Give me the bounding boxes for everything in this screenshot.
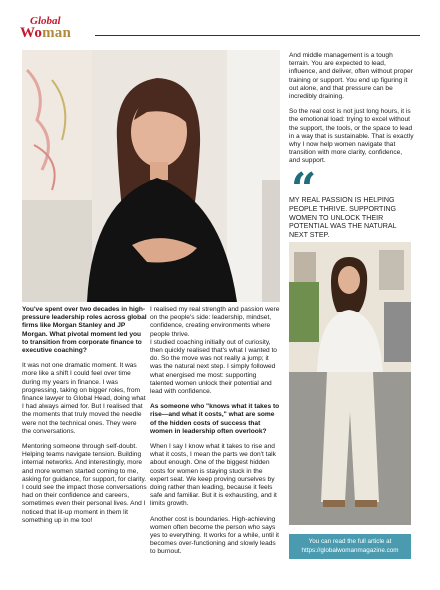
page-header: [20, 14, 420, 44]
body-paragraph: So the real cost is not just long hours, it is the emotional load: trying to excel without the support, the tools, or the space to lead in a way that is sustainable. That is exactly why I now help women navigate that transition with more clarity, confidence, and support.: [289, 108, 414, 165]
pull-quote: MY REAL PASSION IS HELPING PEOPLE THRIVE. SUPPORTING WOMEN TO UNLOCK THEIR POTENTIAL WAS THE NATURAL NEXT STEP.: [289, 196, 397, 240]
body-paragraph: I realised my real strength and passion were on the people's side: leadership, mindset, confidence, creating environments where people thrive.: [150, 306, 280, 338]
body-paragraph: And middle management is a tough terrain. You are expected to lead, influence, and deliver, often without proper training or support. You end up figuring it out alone, and that pressure can be incredibly draining.: [289, 52, 413, 101]
interview-question: As someone who "knows what it takes to rise—and what it costs," what are some of the hidden costs of success that women in leadership often overlook?: [150, 403, 280, 435]
body-paragraph: When I say I know what it takes to rise and what it costs, I mean the parts we don't talk about enough. One of the biggest hidden costs for women is staying stuck in the expert seat. We keep proving ourselves by doing rather than leading, because it feels safe and familiar. But it is exhausting, and it limits growth.: [150, 443, 277, 508]
read-article-banner[interactable]: [289, 534, 411, 559]
column-left: [22, 306, 147, 532]
column-right: [289, 52, 414, 173]
column-middle: [150, 306, 280, 564]
logo-woman: Woman: [20, 25, 72, 41]
body-paragraph: It was not one dramatic moment. It was more like a shift I could feel over time during my years in finance. I was progressing, taking on bigger roles, from finance lawyer to Global Head, doing what I had always aimed for. But I realised that the moments that truly moved the needle were not the technical ones. They were the conversations.: [22, 362, 146, 435]
cta-text: You can read the full article at: [308, 538, 392, 545]
quote-mark-icon: “: [291, 168, 317, 198]
body-paragraph: I studied coaching initially out of curiosity, then quickly realised that's what I wanted to do. So the move was not really a jump; it was the natural next step. I simply followed what energised me most: supporting talented women unlock their potential and lead with confidence.: [150, 338, 277, 396]
body-paragraph: Another cost is boundaries. High-achieving women often become the person who says yes to everything. It works for a while, until it becomes over-functioning and slowly leads to burnout.: [150, 515, 279, 556]
magazine-logo: [20, 16, 71, 41]
street-photo: [289, 242, 411, 525]
body-paragraph: Mentoring someone through self-doubt. Helping teams navigate tension. Building internal networks. And interestingly, more and more women started coming to me, asking for guidance, for support, for clarity. I could see the impact those conversations had on their confidence and careers, sometimes even their personal lives. And I noticed that lit-up moment in them lit something up in me too!: [22, 443, 147, 524]
interview-question: You've spent over two decades in high-pressure leadership roles across global firms like Morgan Stanley and JP Morgan. What pivotal moment led you to transition from corporate finance to executive coaching?: [22, 306, 147, 355]
portrait-photo: [22, 50, 280, 302]
header-rule: [95, 35, 420, 36]
article-link[interactable]: https://globalwomanmagazine.com: [301, 546, 399, 554]
logo-global: Global: [30, 15, 61, 27]
